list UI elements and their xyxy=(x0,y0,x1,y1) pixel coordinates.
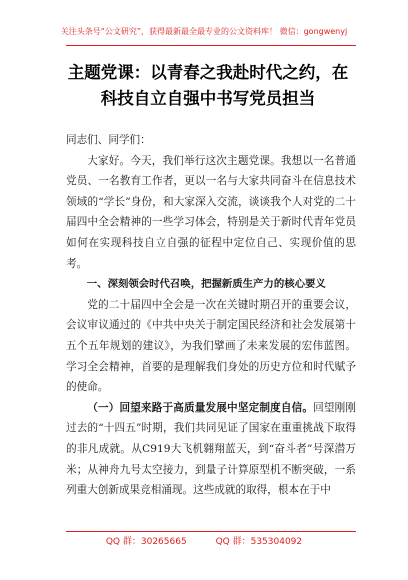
footer-qq-group-1: QQ 群：30265665 xyxy=(105,537,187,547)
header-banner: 关注头条号“公文研究”，获得最新最全最专业的公文资料库！ 微信：gongwenyj xyxy=(60,27,348,36)
section-paragraph: 党的二十届四中全会是一次在关键时期召开的重要会议，会议审议通过的《中共中央关于制定国民经济和社会发展第十五个五年规划的建议》，为我们擘画了未来发展的宏伟蓝图。学习全会精神，首要的是理解我们身处的历史方位和时代赋予的使命。 xyxy=(66,298,356,394)
document-title: 主题党课：以青春之我赴时代之约，在科技自立自强中书写党员担当 xyxy=(67,63,349,108)
document-body xyxy=(66,130,356,501)
subsection-text: 回望刚刚过去的“十四五”时期，我们共同见证了国家在重重挑战下取得的非凡成就。从C919大飞机翱翔蓝天，到“奋斗者”号深潜万米；从神舟九号太空接力，到量子计算原型机不断突破，一系列重大创新成果竞相涌现。这些成就的取得，根本在于中 xyxy=(66,401,357,497)
header-divider xyxy=(66,45,356,46)
subsection-heading: （一）回望来路于高质量发展中坚定制度自信。 xyxy=(87,401,314,414)
intro-paragraph: 大家好。今天，我们举行这次主题党课。我想以一名普通党员、一名教育工作者，更以一名与大家共同奋斗在信息技术领域的“学长”身份，和大家深入交流，谈谈我个人对党的二十届四中全会精神的一些学习体会，特别是关于新时代青年党员如何在实现科技自立自强的征程中定位自己、实现价值的思考。 xyxy=(66,154,356,270)
footer xyxy=(0,536,408,548)
section-heading: 一、深刻领会时代召唤，把握新质生产力的核心要义 xyxy=(86,278,326,291)
subsection-paragraph xyxy=(66,398,356,501)
salutation: 同志们、同学们： xyxy=(66,134,151,146)
footer-qq-group-2: QQ 群：535304092 xyxy=(215,537,303,547)
footer-divider xyxy=(66,531,356,532)
